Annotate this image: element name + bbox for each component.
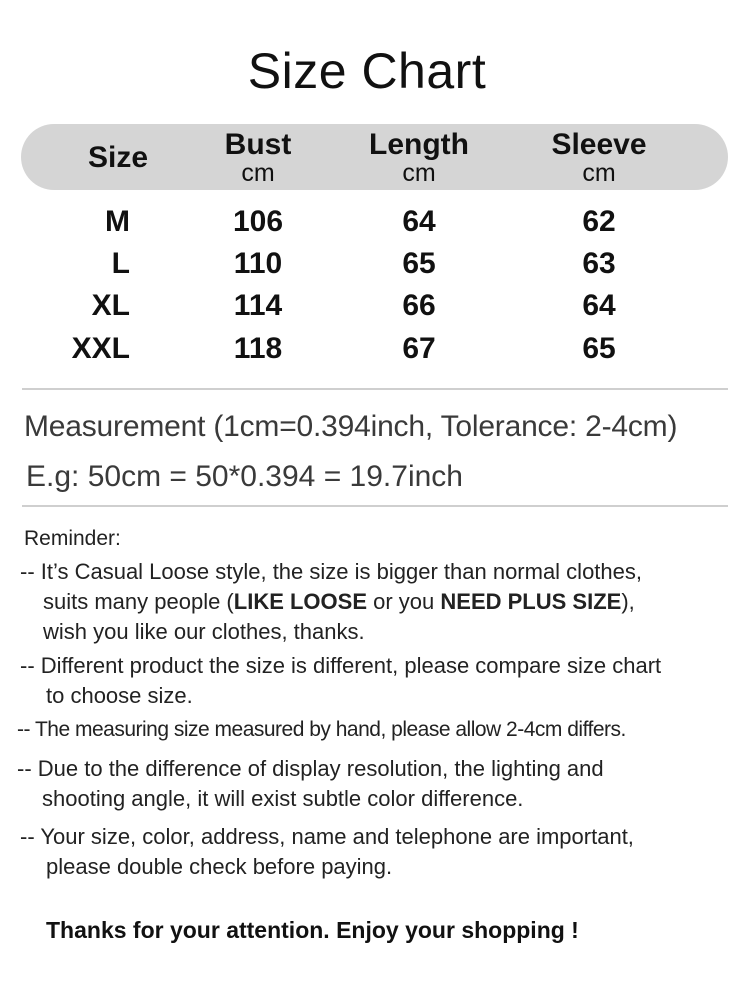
reminder-line: to choose size. <box>46 683 193 708</box>
reminder-text: suits many people ( <box>43 589 234 614</box>
cell-length: 66 <box>402 289 436 322</box>
divider <box>22 388 728 390</box>
reminder-line: wish you like our clothes, thanks. <box>43 619 365 644</box>
cell-bust: 110 <box>233 247 283 280</box>
reminder-line: -- It’s Casual Loose style, the size is bigger than normal clothes, <box>20 559 643 584</box>
cell-size: XXL <box>71 332 130 365</box>
reminder-item <box>20 822 740 882</box>
reminder-item <box>17 754 737 814</box>
emphasis-like-loose: LIKE LOOSE <box>233 589 368 614</box>
header-bust-unit: cm <box>241 159 275 187</box>
cell-bust: 106 <box>232 205 284 238</box>
reminder-item <box>20 651 740 711</box>
table-row <box>0 247 750 287</box>
page-title: Size Chart <box>247 43 487 99</box>
cell-bust: 114 <box>233 289 283 322</box>
reminder-item <box>17 715 737 745</box>
header-length <box>359 130 479 186</box>
closing-message: Thanks for your attention. Enjoy your shopping ! <box>46 917 579 943</box>
reminder-line: shooting angle, it will exist subtle color difference. <box>42 786 524 811</box>
header-length-unit: cm <box>402 159 436 187</box>
cell-size: XL <box>91 289 130 322</box>
cell-sleeve: 63 <box>582 247 616 280</box>
emphasis-need-plus-size: NEED PLUS SIZE <box>440 589 622 614</box>
header-sleeve <box>539 130 659 186</box>
reminder-line: please double check before paying. <box>46 854 393 879</box>
reminder-text: or you <box>367 589 441 614</box>
table-row <box>0 289 750 329</box>
header-sleeve-unit: cm <box>582 159 616 187</box>
reminder-title: Reminder: <box>24 527 121 550</box>
cell-sleeve: 64 <box>582 289 616 322</box>
cell-sleeve: 65 <box>582 332 616 365</box>
reminder-line: -- Due to the difference of display resolution, the lighting and <box>17 756 604 781</box>
divider <box>22 505 728 507</box>
reminder-text: ), <box>621 589 635 614</box>
cell-sleeve: 62 <box>582 205 616 238</box>
header-length-label: Length <box>369 128 469 161</box>
cell-length: 65 <box>402 247 436 280</box>
reminder-line: -- Your size, color, address, name and telephone are important, <box>20 824 634 849</box>
header-bust-label: Bust <box>224 128 292 161</box>
reminder-line: -- Different product the size is different, please compare size chart <box>20 653 662 678</box>
reminder-item <box>20 557 740 647</box>
measurement-note: Measurement (1cm=0.394inch, Tolerance: 2-4cm) <box>24 410 678 443</box>
example-conversion: E.g: 50cm = 50*0.394 = 19.7inch <box>26 460 463 493</box>
cell-length: 64 <box>402 205 436 238</box>
cell-size: M <box>105 205 130 238</box>
header-size: Size <box>87 141 149 174</box>
reminder-line: -- The measuring size measured by hand, please allow 2-4cm differs. <box>17 718 626 741</box>
reminder-line <box>20 587 740 617</box>
cell-bust: 118 <box>233 332 283 365</box>
cell-size: L <box>111 247 130 280</box>
cell-length: 67 <box>402 332 436 365</box>
table-row <box>0 332 750 372</box>
header-bust <box>208 130 308 186</box>
table-row <box>0 205 750 245</box>
header-sleeve-label: Sleeve <box>551 128 647 161</box>
